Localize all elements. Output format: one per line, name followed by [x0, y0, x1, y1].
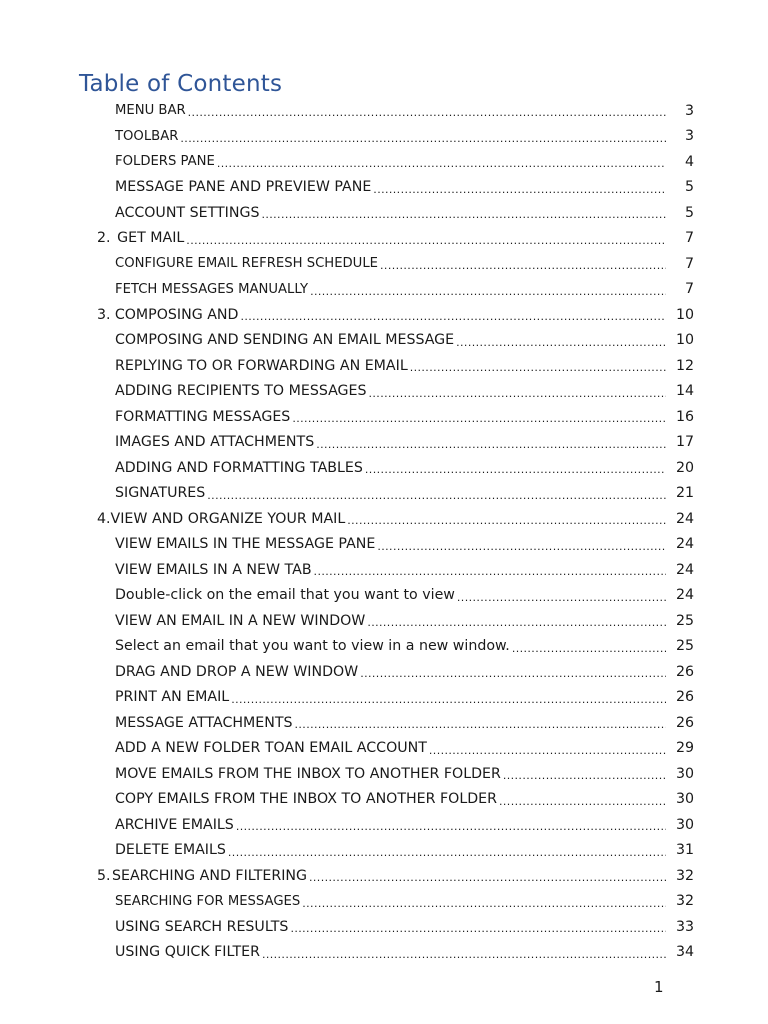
page-number: 1	[654, 978, 664, 996]
toc-entry[interactable]	[0, 98, 768, 124]
toc-entry[interactable]	[0, 251, 768, 277]
toc-dot-leader	[367, 617, 666, 628]
toc-dot-leader	[314, 566, 666, 577]
toc-dot-leader	[236, 821, 666, 832]
toc-entry-page: 26	[675, 714, 694, 731]
toc-entry-label: ADD A NEW FOLDER TOAN EMAIL ACCOUNT	[115, 740, 427, 757]
toc-dot-leader	[290, 923, 666, 934]
toc-dot-leader	[456, 337, 666, 348]
toc-entry[interactable]	[0, 532, 768, 558]
toc-entry-page: 4	[684, 153, 694, 170]
toc-entry-label: FETCH MESSAGES MANUALLY	[115, 281, 309, 297]
toc-entry-label: DRAG AND DROP A NEW WINDOW	[115, 663, 359, 680]
toc-entry[interactable]	[0, 634, 768, 660]
toc-dot-leader	[373, 184, 666, 195]
toc-entry[interactable]	[0, 685, 768, 711]
toc-entry[interactable]	[0, 863, 768, 889]
toc-entry-page: 10	[675, 306, 694, 323]
toc-entry-page: 24	[675, 587, 694, 604]
toc-entry[interactable]	[0, 430, 768, 456]
toc-entry-label: REPLYING TO OR FORWARDING AN EMAIL	[115, 357, 408, 374]
toc-dot-leader	[429, 745, 666, 756]
toc-entry-page: 16	[675, 408, 694, 425]
toc-list	[0, 98, 768, 965]
toc-dot-leader	[499, 796, 666, 807]
toc-entry-label: COMPOSING AND SENDING AN EMAIL MESSAGE	[115, 332, 455, 349]
toc-entry-page: 25	[675, 612, 694, 629]
toc-entry-page: 25	[675, 638, 694, 655]
toc-dot-leader	[180, 133, 666, 144]
toc-entry-number: 5.	[97, 867, 111, 884]
toc-entry-page: 34	[675, 944, 694, 961]
toc-entry-label: SEARCHING AND FILTERING	[111, 867, 307, 884]
toc-dot-leader	[503, 770, 666, 781]
toc-dot-leader	[302, 898, 666, 909]
toc-entry-page: 7	[684, 230, 694, 247]
toc-entry-label: ARCHIVE EMAILS	[115, 816, 234, 833]
toc-dot-leader	[360, 668, 666, 679]
toc-entry-page: 5	[684, 179, 694, 196]
toc-dot-leader	[240, 311, 666, 322]
toc-entry[interactable]	[0, 506, 768, 532]
toc-entry-label: FORMATTING MESSAGES	[115, 408, 291, 425]
toc-entry[interactable]	[0, 481, 768, 507]
toc-entry[interactable]	[0, 736, 768, 762]
toc-entry-label: PRINT AN EMAIL	[115, 689, 230, 706]
toc-entry[interactable]	[0, 787, 768, 813]
toc-entry-label: MESSAGE PANE AND PREVIEW PANE	[115, 179, 372, 196]
toc-entry[interactable]	[0, 200, 768, 226]
toc-entry-label: USING SEARCH RESULTS	[115, 918, 289, 935]
toc-entry-page: 30	[675, 816, 694, 833]
toc-dot-leader	[310, 286, 666, 297]
toc-entry-label: VIEW AN EMAIL IN A NEW WINDOW	[115, 612, 366, 629]
toc-entry-page: 24	[675, 536, 694, 553]
toc-entry-page: 5	[684, 204, 694, 221]
toc-entry-number: 4.	[97, 510, 111, 527]
toc-dot-leader	[292, 413, 666, 424]
toc-entry-page: 30	[675, 765, 694, 782]
toc-entry-label: Double-click on the email that you want to view	[115, 587, 455, 604]
toc-entry-page: 33	[675, 918, 694, 935]
toc-entry-label: ADDING AND FORMATTING TABLES	[115, 459, 363, 476]
toc-entry-label: IMAGES AND ATTACHMENTS	[115, 434, 315, 451]
toc-entry[interactable]	[0, 889, 768, 915]
toc-entry-label: MESSAGE ATTACHMENTS	[115, 714, 293, 731]
toc-entry[interactable]	[0, 124, 768, 150]
toc-entry-page: 7	[684, 255, 694, 272]
toc-entry[interactable]	[0, 940, 768, 966]
toc-entry-page: 32	[675, 867, 694, 884]
toc-dot-leader	[365, 464, 666, 475]
toc-dot-leader	[380, 260, 666, 271]
toc-dot-leader	[512, 643, 666, 654]
toc-entry[interactable]	[0, 277, 768, 303]
toc-entry[interactable]	[0, 379, 768, 405]
toc-entry[interactable]	[0, 583, 768, 609]
toc-entry[interactable]	[0, 353, 768, 379]
toc-entry[interactable]	[0, 404, 768, 430]
toc-entry-label: COPY EMAILS FROM THE INBOX TO ANOTHER FOLDER	[115, 791, 497, 808]
toc-entry-label: DELETE EMAILS	[115, 842, 226, 859]
toc-entry[interactable]	[0, 557, 768, 583]
toc-entry-page: 24	[675, 561, 694, 578]
toc-entry-label: FOLDERS PANE	[115, 154, 215, 170]
toc-dot-leader	[207, 490, 666, 501]
toc-entry[interactable]	[0, 175, 768, 201]
toc-entry-label: MENU BAR	[115, 103, 186, 119]
toc-entry-label: VIEW EMAILS IN A NEW TAB	[115, 561, 312, 578]
toc-entry-page: 7	[684, 281, 694, 298]
toc-entry-label: SIGNATURES	[115, 485, 206, 502]
toc-entry-page: 26	[675, 689, 694, 706]
toc-entry-number: 2.	[97, 230, 111, 247]
toc-entry-page: 29	[675, 740, 694, 757]
toc-dot-leader	[186, 235, 666, 246]
toc-entry-label: TOOLBAR	[115, 128, 179, 144]
toc-dot-leader	[228, 847, 666, 858]
toc-entry[interactable]	[0, 914, 768, 940]
toc-entry-page: 14	[675, 383, 694, 400]
toc-dot-leader	[316, 439, 666, 450]
toc-entry[interactable]	[0, 761, 768, 787]
toc-entry-page: 3	[684, 102, 694, 119]
toc-dot-leader	[261, 209, 666, 220]
toc-entry-label: GET MAIL	[117, 230, 185, 247]
toc-dot-leader	[262, 949, 666, 960]
toc-entry-page: 32	[675, 893, 694, 910]
toc-entry[interactable]	[0, 838, 768, 864]
toc-entry[interactable]	[0, 455, 768, 481]
toc-dot-leader	[295, 719, 666, 730]
toc-entry[interactable]	[0, 302, 768, 328]
toc-entry-page: 3	[684, 128, 694, 145]
toc-dot-leader	[188, 107, 666, 118]
toc-entry-label: CONFIGURE EMAIL REFRESH SCHEDULE	[115, 256, 379, 272]
toc-entry-page: 30	[675, 791, 694, 808]
toc-entry-number: 3.	[97, 306, 111, 323]
toc-entry-page: 24	[675, 510, 694, 527]
toc-entry[interactable]	[0, 149, 768, 175]
toc-dot-leader	[309, 872, 666, 883]
toc-entry[interactable]	[0, 710, 768, 736]
toc-dot-leader	[231, 694, 666, 705]
toc-dot-leader	[457, 592, 666, 603]
toc-entry-page: 31	[675, 842, 694, 859]
toc-entry-label: USING QUICK FILTER	[115, 944, 260, 961]
toc-entry-label: COMPOSING AND	[114, 306, 239, 323]
toc-entry-label: SEARCHING FOR MESSAGES	[115, 893, 301, 909]
toc-dot-leader	[369, 388, 666, 399]
toc-dot-leader	[377, 541, 666, 552]
page-title: Table of Contents	[79, 71, 283, 97]
toc-entry-label: ACCOUNT SETTINGS	[115, 204, 260, 221]
toc-entry-label: Select an email that you want to view in a new window.	[115, 638, 510, 655]
toc-entry[interactable]	[0, 812, 768, 838]
toc-entry-label: MOVE EMAILS FROM THE INBOX TO ANOTHER FOLDER	[115, 765, 501, 782]
toc-entry-page: 17	[675, 434, 694, 451]
toc-entry-page: 12	[675, 357, 694, 374]
toc-entry-label: VIEW EMAILS IN THE MESSAGE PANE	[115, 536, 376, 553]
toc-entry-page: 10	[675, 332, 694, 349]
toc-entry[interactable]	[0, 608, 768, 634]
toc-entry-page: 21	[675, 485, 694, 502]
toc-entry[interactable]	[0, 659, 768, 685]
toc-entry[interactable]	[0, 226, 768, 252]
toc-entry[interactable]	[0, 328, 768, 354]
toc-entry-label: ADDING RECIPIENTS TO MESSAGES	[115, 383, 367, 400]
toc-dot-leader	[410, 362, 666, 373]
toc-entry-page: 26	[675, 663, 694, 680]
toc-entry-label: VIEW AND ORGANIZE YOUR MAIL	[110, 510, 346, 527]
toc-dot-leader	[217, 158, 666, 169]
toc-entry-page: 20	[675, 459, 694, 476]
toc-dot-leader	[347, 515, 666, 526]
